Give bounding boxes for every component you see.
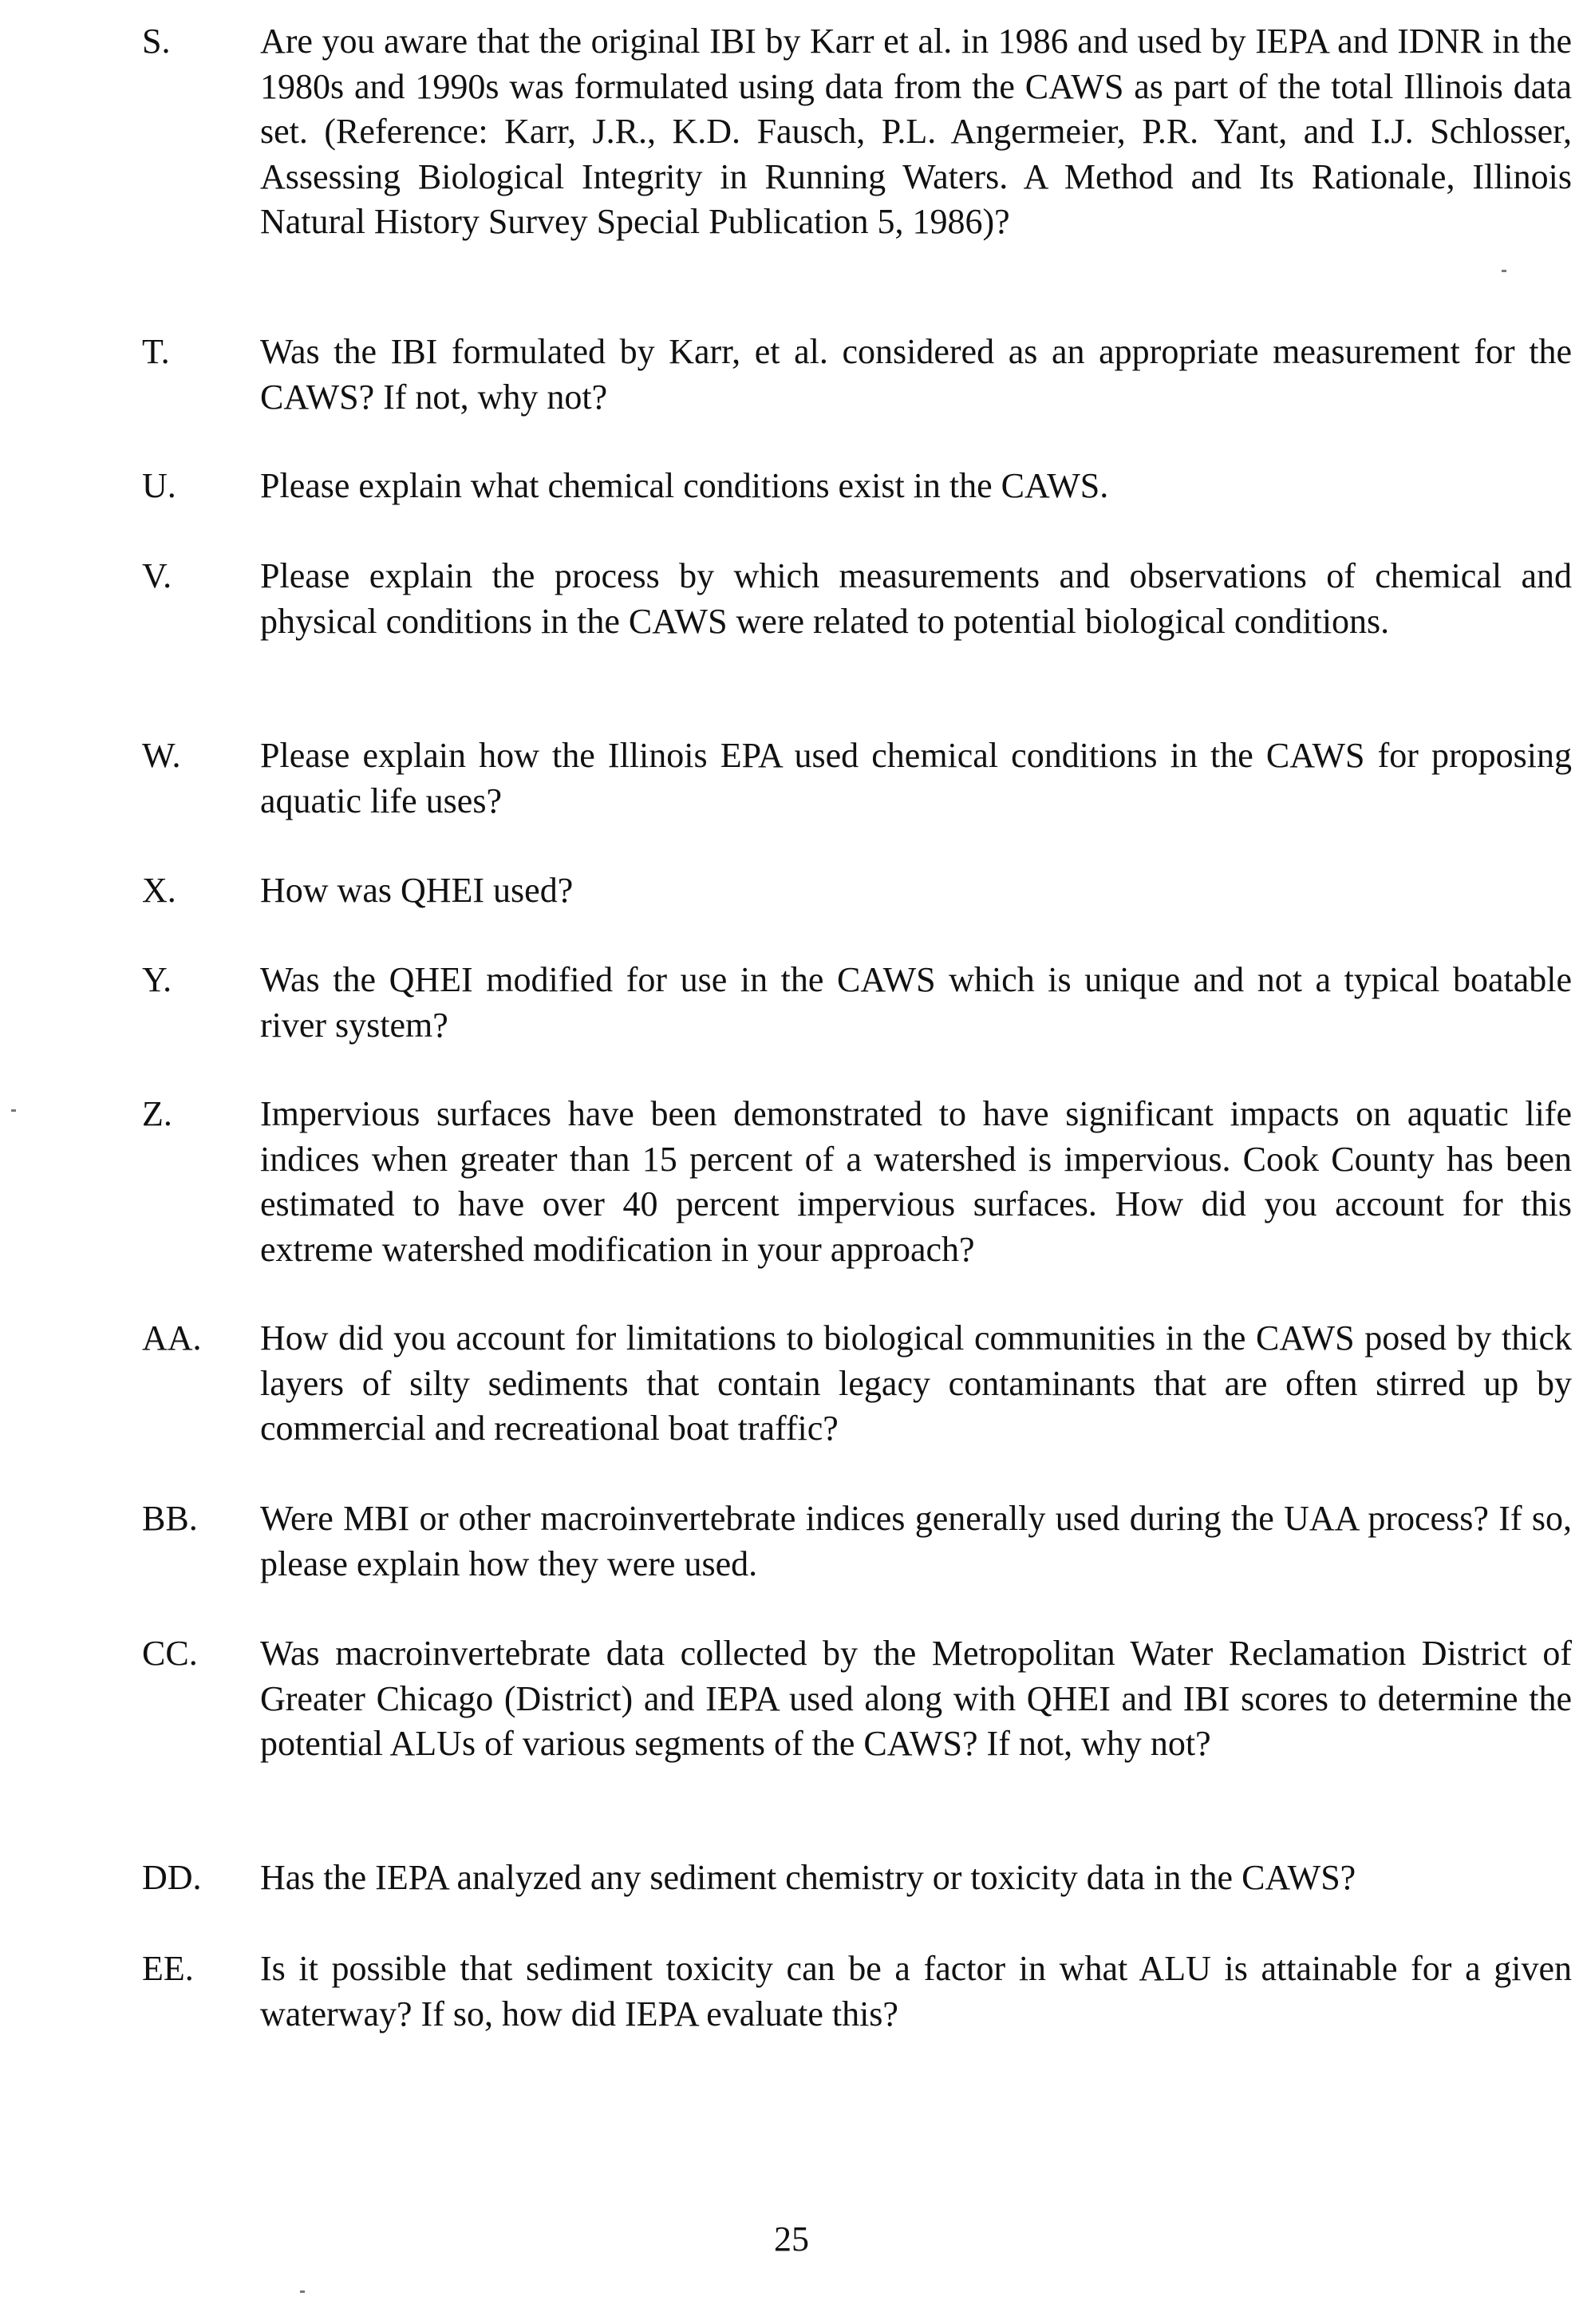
question-text: How was QHEI used? bbox=[260, 871, 574, 910]
question-label: AA. bbox=[142, 1318, 202, 1358]
question-text: Please explain how the Illinois EPA used chemical conditions in the CAWS for proposing aquatic life uses? bbox=[260, 736, 1572, 820]
question-label: Z. bbox=[142, 1094, 172, 1133]
scan-speck bbox=[300, 2290, 305, 2293]
question-label: T. bbox=[142, 332, 170, 371]
question-text: Was the QHEI modified for use in the CAWS which is unique and not a typical boatable river system? bbox=[260, 960, 1572, 1045]
question-label: W. bbox=[142, 736, 181, 775]
scan-speck bbox=[11, 1109, 16, 1112]
question-label: U. bbox=[142, 466, 176, 505]
question-label: V. bbox=[142, 556, 172, 595]
page-number: 25 bbox=[774, 2219, 809, 2259]
question-text: Is it possible that sediment toxicity can be a factor in what ALU is attainable for a given waterway? If so, how did IEPA evaluate this? bbox=[260, 1949, 1572, 2034]
question-text: Please explain what chemical conditions exist in the CAWS. bbox=[260, 466, 1109, 505]
question-label: Y. bbox=[142, 960, 172, 999]
question-text: How did you account for limitations to biological communities in the CAWS posed by thick layers of silty sediments that contain legacy contaminants that are often stirred up by commercial and recreational boat traffic? bbox=[260, 1318, 1572, 1448]
question-text: Please explain the process by which measurements and observations of chemical and physical conditions in the CAWS were related to potential biological conditions. bbox=[260, 556, 1572, 641]
question-label: CC. bbox=[142, 1634, 198, 1673]
question-label: EE. bbox=[142, 1949, 194, 1988]
question-text: Impervious surfaces have been demonstrated to have significant impacts on aquatic life indices when greater than 15 percent of a watershed is impervious. Cook County has been estimated to have over 40 percent impervious surfaces. How did you account for this extreme watershed modification in your approach? bbox=[260, 1094, 1572, 1269]
question-label: DD. bbox=[142, 1858, 202, 1897]
question-text: Were MBI or other macroinvertebrate indices generally used during the UAA process? If so, please explain how they were used. bbox=[260, 1499, 1572, 1583]
question-text: Has the IEPA analyzed any sediment chemistry or toxicity data in the CAWS? bbox=[260, 1858, 1356, 1897]
question-text: Was macroinvertebrate data collected by the Metropolitan Water Reclamation District of Greater Chicago (District) and IEPA used along with QHEI and IBI scores to determine the potential ALUs of various segments of the CAWS? If not, why not? bbox=[260, 1634, 1572, 1763]
question-label: BB. bbox=[142, 1499, 198, 1538]
scan-speck bbox=[1502, 270, 1506, 272]
question-text: Are you aware that the original IBI by Karr et al. in 1986 and used by IEPA and IDNR in the 1980s and 1990s was formulated using data from the CAWS as part of the total Illinois data set. (Reference: Karr, J.R., K.D. Fausch, P.L. Angermeier, P.R. Yant, and I.J. Schlosser, Assessing Biological Integrity in Running Waters. A Method and Its Rationale, Illinois Natural History Survey Special Publication 5, 1986)? bbox=[260, 22, 1572, 241]
question-label: S. bbox=[142, 22, 171, 61]
question-text: Was the IBI formulated by Karr, et al. considered as an appropriate measurement for the CAWS? If not, why not? bbox=[260, 332, 1572, 417]
question-label: X. bbox=[142, 871, 176, 910]
